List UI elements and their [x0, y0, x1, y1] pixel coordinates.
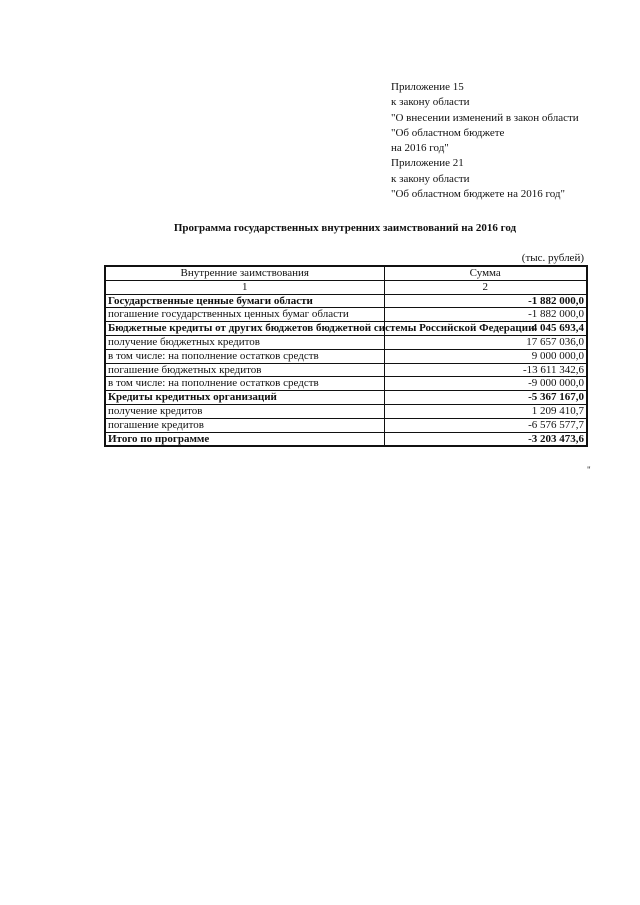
row-label: получение кредитов	[105, 404, 384, 418]
row-value: 4 045 693,4	[384, 322, 587, 336]
row-value: -9 000 000,0	[384, 377, 587, 391]
row-value: -5 367 167,0	[384, 391, 587, 405]
table-row	[105, 391, 587, 405]
table-row	[105, 335, 587, 349]
table-header-row	[105, 266, 587, 280]
row-value: -3 203 473,6	[384, 432, 587, 446]
row-value: 9 000 000,0	[384, 349, 587, 363]
column-header-borrowings: Внутренние заимствования	[105, 266, 384, 280]
header-line: на 2016 год"	[391, 142, 449, 155]
row-label: Государственные ценные бумаги области	[105, 294, 384, 308]
row-label: Итого по программе	[105, 432, 384, 446]
table-row	[105, 418, 587, 432]
row-value: 17 657 036,0	[384, 335, 587, 349]
row-value: -13 611 342,6	[384, 363, 587, 377]
table-row	[105, 377, 587, 391]
row-label: в том числе: на пополнение остатков средств	[105, 377, 384, 391]
table-row	[105, 322, 587, 336]
row-value: 1 209 410,7	[384, 404, 587, 418]
document-title: Программа государственных внутренних заимствований на 2016 год	[173, 222, 517, 234]
row-label: Бюджетные кредиты от других бюджетов бюджетной системы Российской Федерации	[105, 322, 384, 336]
header-line: к закону области	[391, 172, 470, 185]
row-label: Кредиты кредитных организаций	[105, 391, 384, 405]
header-line: к закону области	[391, 96, 470, 109]
row-label: погашение бюджетных кредитов	[105, 363, 384, 377]
column-header-amount: Сумма	[384, 266, 587, 280]
table-row	[105, 404, 587, 418]
column-number: 1	[105, 280, 384, 294]
table-row	[105, 308, 587, 322]
borrowings-table	[104, 265, 588, 447]
header-line: "Об областном бюджете	[391, 126, 505, 139]
header-line: "О внесении изменений в закон области	[391, 111, 579, 124]
row-value: -1 882 000,0	[384, 308, 587, 322]
row-value: -6 576 577,7	[384, 418, 587, 432]
closing-quote-mark: "	[587, 465, 591, 475]
row-label: погашение кредитов	[105, 418, 384, 432]
table-row	[105, 363, 587, 377]
table-row	[105, 294, 587, 308]
header-line: Приложение 15	[391, 81, 464, 93]
row-value: -1 882 000,0	[384, 294, 587, 308]
table-row-total	[105, 432, 587, 446]
column-number: 2	[384, 280, 587, 294]
header-line: "Об областном бюджете на 2016 год"	[391, 188, 565, 201]
table-row	[105, 349, 587, 363]
units-note: (тыс. рублей)	[521, 252, 584, 264]
row-label: в том числе: на пополнение остатков средств	[105, 349, 384, 363]
column-number-row	[105, 280, 587, 294]
row-label: получение бюджетных кредитов	[105, 335, 384, 349]
row-label: погашение государственных ценных бумаг области	[105, 308, 384, 322]
appendix-header	[391, 80, 636, 202]
header-line: Приложение 21	[391, 157, 464, 170]
